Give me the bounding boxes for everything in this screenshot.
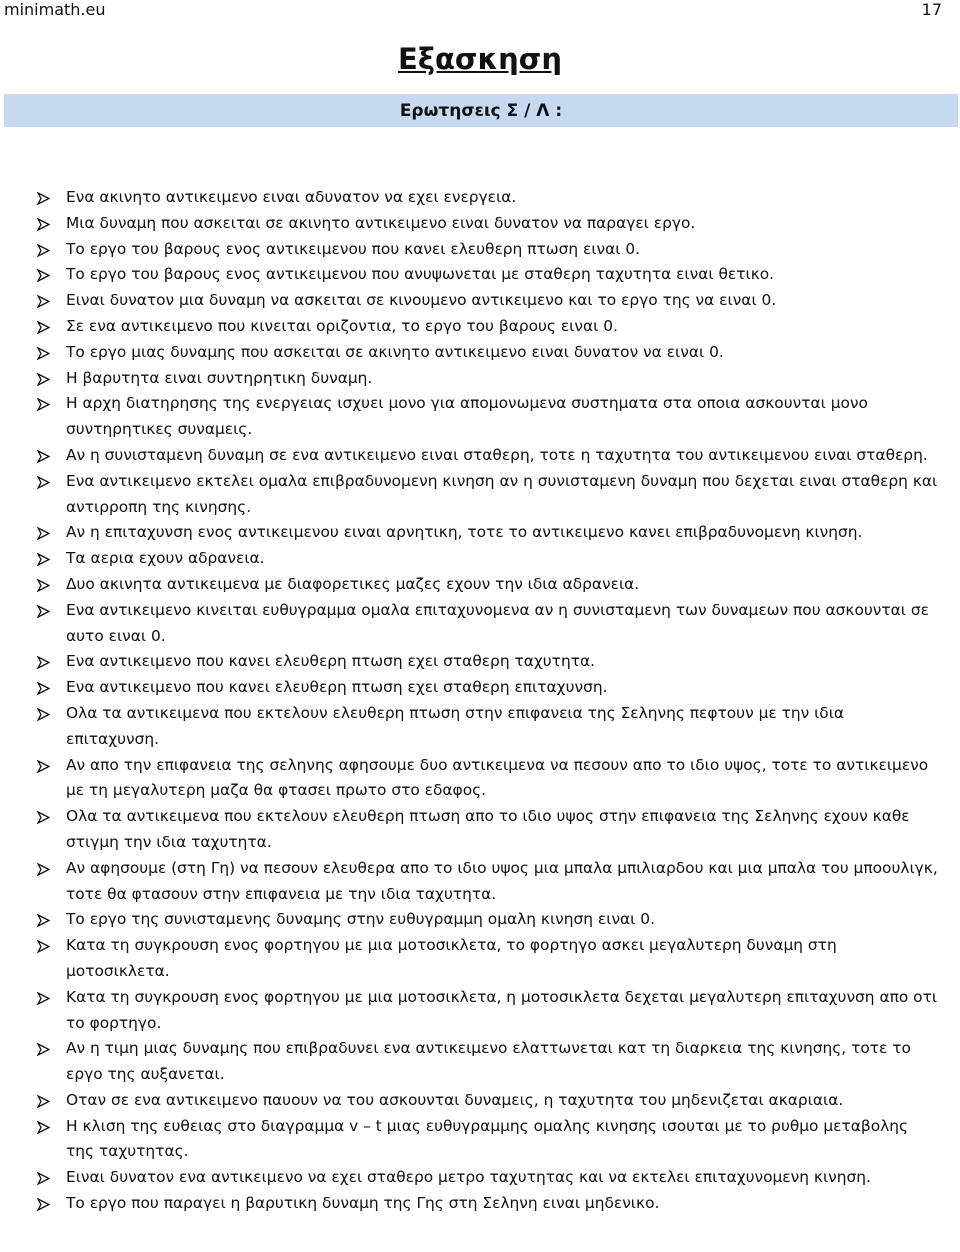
- site-name: minimath.eu: [4, 0, 106, 19]
- question-item: [0, 572, 960, 598]
- arrow-bullet-icon: [37, 656, 50, 669]
- question-item: [0, 211, 960, 237]
- question-item: [0, 237, 960, 263]
- question-text: Το εργο μιας δυναμης που ασκειται σε ακινητο αντικειμενο ειναι δυνατον να ειναι 0.: [66, 342, 724, 361]
- question-text: Η βαρυτητα ειναι συντηρητικη δυναμη.: [66, 368, 373, 387]
- question-text: Ειναι δυνατον ενα αντικειμενο να εχει σταθερο μετρο ταχυτητας και να εκτελει επιταχυνομενη κινηση.: [66, 1168, 871, 1187]
- question-text: Ολα τα αντικειμενα που εκτελουν ελευθερη πτωση στην επιφανεια της Σεληνης πεφτουν με την ιδια επιταχυνση.: [66, 703, 845, 748]
- question-text: Ειναι δυνατον μια δυναμη να ασκειται σε κινουμενο αντικειμενο και το εργο της να ειναι 0.: [66, 291, 777, 310]
- arrow-bullet-icon: [37, 863, 50, 876]
- question-item: [0, 1114, 960, 1166]
- question-item: [0, 1191, 960, 1217]
- arrow-bullet-icon: [37, 1172, 50, 1185]
- question-item: [0, 598, 960, 650]
- question-text: Ενα αντικειμενο κινειται ευθυγραμμα ομαλα επιταχυνομενα αν η συνισταμενη των δυναμεων που ασκουνται σε αυτο ειναι 0.: [66, 600, 929, 645]
- page-number: 17: [921, 0, 942, 19]
- arrow-bullet-icon: [37, 811, 50, 824]
- arrow-bullet-icon: [37, 347, 50, 360]
- question-item: [0, 933, 960, 985]
- question-text: Ενα αντικειμενο που κανει ελευθερη πτωση εχει σταθερη επιταχυνση.: [66, 678, 608, 697]
- question-text: Κατα τη συγκρουση ενος φορτηγου με μια μοτοσικλετα, η μοτοσικλετα δεχεται μεγαλυτερη επιταχυνση απο οτι το φορτηγο.: [66, 987, 938, 1032]
- question-item: [0, 649, 960, 675]
- question-text: Κατα τη συγκρουση ενος φορτηγου με μια μοτοσικλετα, το φορτηγο ασκει μεγαλυτερη δυναμη στη μοτοσικλετα.: [66, 936, 837, 980]
- question-text: Ενα αντικειμενο εκτελει ομαλα επιβραδυνομενη κινηση αν η συνισταμενη δυναμη που δεχεται ειναι σταθερη και αντιρροπη της κινησης.: [66, 471, 938, 516]
- question-text: Ολα τα αντικειμενα που εκτελουν ελευθερη πτωση απο το ιδιο υψος στην επιφανεια της Σεληνης εχουν καθε στιγμη την ιδια ταχυτητα.: [66, 807, 910, 851]
- question-item: [0, 701, 960, 753]
- question-text: Οταν σε ενα αντικειμενο παυουν να του ασκουνται δυναμεις, η ταχυτητα του μηδενιζεται ακαριαια.: [66, 1090, 844, 1109]
- question-item: [0, 340, 960, 366]
- question-item: [0, 443, 960, 469]
- question-text: Η κλιση της ευθειας στο διαγραμμα v – t μιας ευθυγραμμης ομαλης κινησης ισουται με το ρυθμο μεταβολης της ταχυτητας.: [66, 1116, 909, 1161]
- arrow-bullet-icon: [37, 295, 50, 308]
- question-text: Το εργο του βαρους ενος αντικειμενου που ανυψωνεται με σταθερη ταχυτητα ειναι θετικο.: [66, 265, 775, 284]
- question-text: Το εργο που παραγει η βαρυτικη δυναμη της Γης στη Σεληνη ειναι μηδενικο.: [66, 1194, 660, 1213]
- question-item: [0, 1036, 960, 1088]
- section-title: Ερωτησεις Σ / Λ :: [399, 100, 563, 121]
- question-text: Αν η επιταχυνση ενος αντικειμενου ειναι αρνητικη, τοτε το αντικειμενο κανει επιβραδυνομενη κινηση.: [66, 523, 863, 542]
- question-item: [0, 391, 960, 443]
- arrow-bullet-icon: [37, 244, 50, 257]
- arrow-bullet-icon: [37, 476, 50, 489]
- arrow-bullet-icon: [37, 914, 50, 927]
- arrow-bullet-icon: [37, 1198, 50, 1211]
- question-text: Μια δυναμη που ασκειται σε ακινητο αντικειμενο ειναι δυνατον να παραγει εργο.: [66, 213, 696, 232]
- question-item: [0, 1165, 960, 1191]
- question-text: Το εργο της συνισταμενης δυναμης στην ευθυγραμμη ομαλη κινηση ειναι 0.: [66, 910, 655, 929]
- question-item: [0, 856, 960, 908]
- arrow-bullet-icon: [37, 192, 50, 205]
- question-item: [0, 288, 960, 314]
- question-text: Δυο ακινητα αντικειμενα με διαφορετικες μαζες εχουν την ιδια αδρανεια.: [66, 574, 640, 593]
- question-text: Το εργο του βαρους ενος αντικειμενου που κανει ελευθερη πτωση ειναι 0.: [66, 239, 641, 258]
- arrow-bullet-icon: [37, 527, 50, 540]
- arrow-bullet-icon: [37, 1043, 50, 1056]
- arrow-bullet-icon: [37, 940, 50, 953]
- question-text: Ενα αντικειμενο που κανει ελευθερη πτωση εχει σταθερη ταχυτητα.: [66, 652, 596, 671]
- question-item: [0, 1088, 960, 1114]
- question-item: [0, 366, 960, 392]
- question-item: [0, 985, 960, 1037]
- arrow-bullet-icon: [37, 553, 50, 566]
- question-text: Αν αφησουμε (στη Γη) να πεσουν ελευθερα απο το ιδιο υψος μια μπαλα μπιλιαρδου και μια μπαλα του μποουλιγκ, τοτε θα φτασουν στην επιφανεια με την ιδια ταχυτητα.: [66, 858, 938, 903]
- arrow-bullet-icon: [37, 218, 50, 231]
- question-item: [0, 185, 960, 211]
- arrow-bullet-icon: [37, 1121, 50, 1134]
- arrow-bullet-icon: [37, 579, 50, 592]
- question-text: Αν η συνισταμενη δυναμη σε ενα αντικειμενο ειναι σταθερη, τοτε η ταχυτητα του αντικειμενου ειναι σταθερη.: [66, 445, 928, 464]
- question-item: [0, 262, 960, 288]
- question-item: [0, 804, 960, 856]
- question-item: [0, 907, 960, 933]
- question-item: [0, 520, 960, 546]
- question-text: Σε ενα αντικειμενο που κινειται οριζοντια, το εργο του βαρους ειναι 0.: [66, 316, 618, 335]
- question-item: [0, 675, 960, 701]
- question-item: [0, 469, 960, 521]
- arrow-bullet-icon: [37, 708, 50, 721]
- question-item: [0, 314, 960, 340]
- question-text: Αν απο την επιφανεια της σεληνης αφησουμε δυο αντικειμενα να πεσουν απο το ιδιο υψος, τοτε το αντικειμενο με τη μεγαλυτερη μαζα θα φτασει πρωτο στο εδαφος.: [66, 755, 929, 800]
- question-text: Η αρχη διατηρησης της ενεργειας ισχυει μονο για απομονωμενα συστηματα στα οποια ασκουνται μονο συντηρητικες συναμεις.: [66, 394, 868, 439]
- question-text: Τα αερια εχουν αδρανεια.: [66, 549, 265, 568]
- question-item: [0, 753, 960, 805]
- section-header: [4, 94, 958, 127]
- arrow-bullet-icon: [37, 398, 50, 411]
- arrow-bullet-icon: [37, 605, 50, 618]
- arrow-bullet-icon: [37, 1095, 50, 1108]
- page-title: Εξασκηση: [398, 42, 562, 76]
- arrow-bullet-icon: [37, 682, 50, 695]
- question-list: [0, 185, 960, 1217]
- question-item: [0, 546, 960, 572]
- arrow-bullet-icon: [37, 992, 50, 1005]
- question-text: Ενα ακινητο αντικειμενο ειναι αδυνατον να εχει ενεργεια.: [66, 188, 517, 206]
- arrow-bullet-icon: [37, 760, 50, 773]
- arrow-bullet-icon: [37, 269, 50, 282]
- arrow-bullet-icon: [37, 450, 50, 463]
- arrow-bullet-icon: [37, 321, 50, 334]
- question-text: Αν η τιμη μιας δυναμης που επιβραδυνει ενα αντικειμενο ελαττωνεται κατ τη διαρκεια της κινησης, τοτε το εργο της αυξανεται.: [66, 1039, 911, 1084]
- arrow-bullet-icon: [37, 373, 50, 386]
